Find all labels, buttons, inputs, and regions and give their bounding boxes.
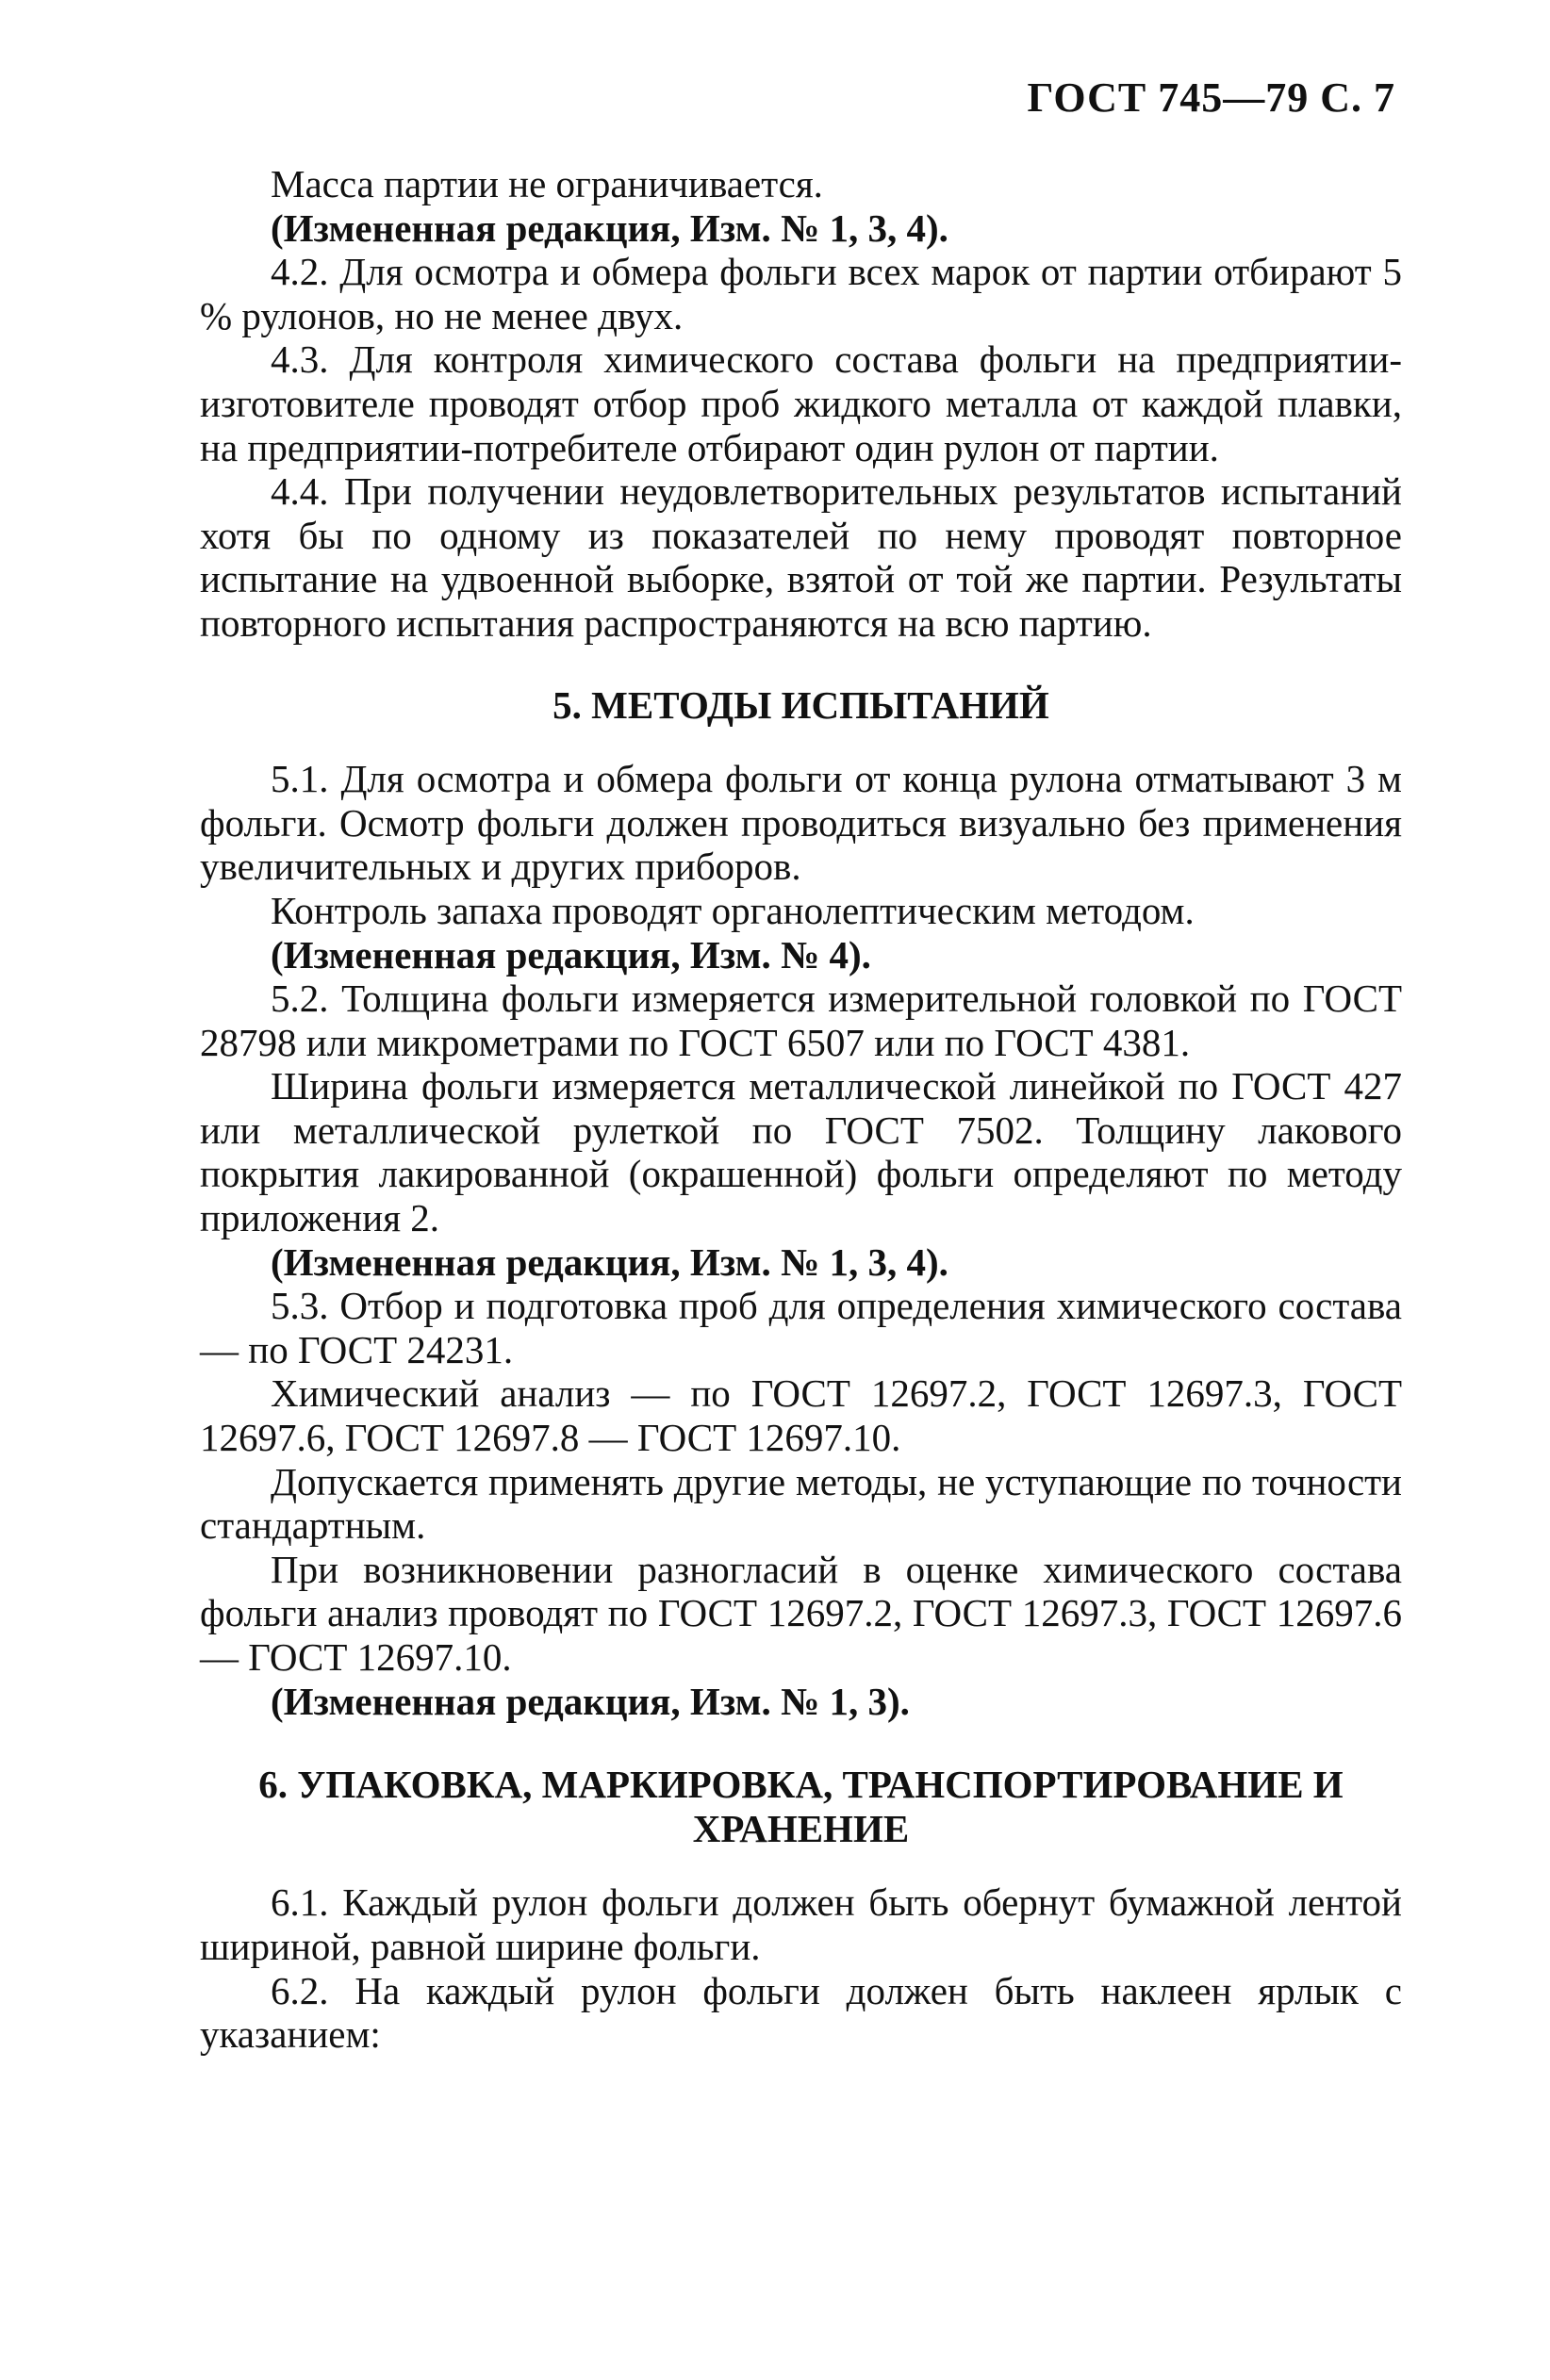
section-6-heading: 6. УПАКОВКА, МАРКИРОВКА, ТРАНСПОРТИРОВАНИЕ И ХРАНЕНИЕ: [258, 1763, 1344, 1850]
paragraph-5-3: 5.3. Отбор и подготовка проб для определения химического состава — по ГОСТ 24231.: [200, 1284, 1402, 1371]
running-header: ГОСТ 745—79 С. 7: [1027, 74, 1395, 121]
paragraph-5-3-analysis: Химический анализ — по ГОСТ 12697.2, ГОСТ 12697.3, ГОСТ 12697.6, ГОСТ 12697.8 — ГОСТ 12697.10.: [200, 1371, 1402, 1460]
paragraph-4-4: 4.4. При получении неудовлетворительных результатов испытаний хотя бы по одному из показателей по нему проводят повторное испытание на удвоенной выборке, взятой от той же партии. Результаты повторного испытания распространяются на всю партию.: [200, 469, 1402, 645]
paragraph-4-2: 4.2. Для осмотра и обмера фольги всех марок от партии отбирают 5 % рулонов, но не менее двух.: [200, 250, 1402, 337]
paragraph-batch-mass: Масса партии не ограничивается.: [271, 162, 823, 205]
paragraph-5-2: 5.2. Толщина фольги измеряется измерительной головкой по ГОСТ 28798 или микрометрами по ГОСТ 6507 или по ГОСТ 4381.: [200, 977, 1402, 1064]
paragraph-5-1: 5.1. Для осмотра и обмера фольги от конца рулона отматывают 3 м фольги. Осмотр фольги должен проводиться визуально без применения увеличительных и других приборов.: [200, 757, 1402, 889]
document-body: [200, 162, 1402, 2057]
paragraph-5-3-other-methods: Допускается применять другие методы, не уступающие по точности стандартным.: [200, 1459, 1402, 1548]
amendment-note: (Измененная редакция, Изм. № 1, 3, 4).: [271, 205, 948, 250]
paragraph-6-1: 6.1. Каждый рулон фольги должен быть обернут бумажной лентой шириной, равной ширине фольги.: [200, 1880, 1402, 1968]
paragraph-5-3-disputes: При возникновении разногласий в оценке химического состава фольги анализ проводят по ГОСТ 12697.2, ГОСТ 12697.3, ГОСТ 12697.6 — ГОСТ 12697.10.: [200, 1547, 1402, 1679]
paragraph-5-2-width: Ширина фольги измеряется металлической линейкой по ГОСТ 427 или металлической рулеткой по ГОСТ 7502. Толщину лакового покрытия лакированной (окрашенной) фольги определяют по методу приложения 2.: [200, 1064, 1402, 1240]
amendment-note: (Измененная редакция, Изм. № 1, 3, 4).: [271, 1239, 948, 1284]
amendment-note: (Измененная редакция, Изм. № 1, 3).: [271, 1679, 910, 1723]
amendment-note: (Измененная редакция, Изм. № 4).: [271, 932, 871, 977]
section-5-heading: 5. МЕТОДЫ ИСПЫТАНИЙ: [552, 682, 1049, 727]
paragraph-6-2: 6.2. На каждый рулон фольги должен быть наклеен ярлык с указанием:: [200, 1968, 1402, 2057]
paragraph-4-3: 4.3. Для контроля химического состава фольги на предприятии-изготовителе проводят отбор проб жидкого металла от каждой плавки, на предприятии-потребителе отбирают один рулон от партии.: [200, 337, 1402, 469]
paragraph-5-1-odor: Контроль запаха проводят органолептическим методом.: [271, 888, 1195, 932]
